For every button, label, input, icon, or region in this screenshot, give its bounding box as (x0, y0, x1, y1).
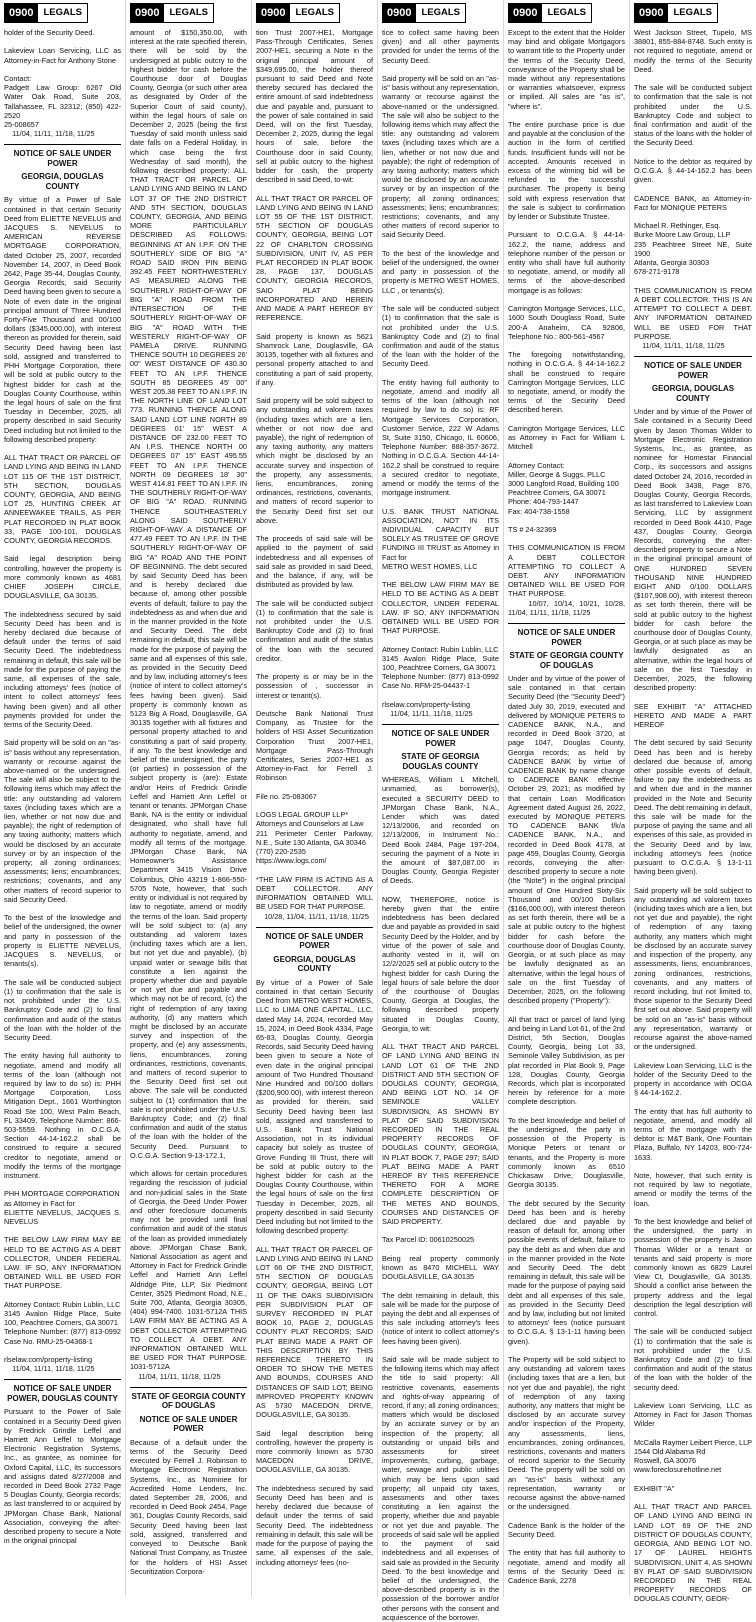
notice-title: NOTICE OF SALE UNDER POWER (256, 927, 373, 951)
notice-text: WHEREAS, William L Mitchell, unmarried, as borrower(s), executed a SECURITY DEED to JPMorgan Chase Bank, N.A., Lender which was dated 12/13/2006, and recorded on 12/13/2006, in Instrument No.: Deed Book 2484, Page 197-204, securing the payment of a Note in the amount of $87,087.00 in Douglas County, Georgia Register of Deeds. NOW, THEREFORE, notice is hereby given that the entire indebtedness has been declared due and payable as provided in said Security Deed by the Holder, and by virtue of the power of sale and authority vested in it, will on 12/2/2025 sell at public outcry to the highest bidder for cash During the legal hours of sale before the door of the courthouse of Douglas County, Georgia at Douglas, the following described property situated in Douglas County, Georgia, to wit: ALL THAT TRACT AND PARCEL OF LAND LYING AND BEING IN LAND LOT 61 OF THE 2ND DISTRICT AND 5TH SECTION OF DOUGLAS COUNTY, GEORGIA, AND BEING LOT NO. 14 OF SEMINOLE VALLEY SUBDIVISION, AS SHOWN BY PLAT OF SAID SUBDIVISION RECORDED IN THE REAL PROPERTY RECORDS OF DOUGLAS COUNTY, GEORGIA, IN PLAT BOOK 7, PAGE 297; SAID PLAT BEING MADE A PART HEREOF BY THIS REFERENCE THERETO FOR A MORE COMPLETE DESCRIPTION OF THE METES AND BOUNDS, COURSES AND DISTANCES OF SAID PROPERTY. Tax Parcel ID: 00610250025 Being real property commonly known as 8470 MICHELL WAY DOUGLASVILLE, GA 30135 The debt remaining in default, this sale will be made for the purpose of paying the debt and all expenses of this sale including attorney's fees (notice of intent to collect attorney's fees having been given). Said sale will be made subject to the following items which may affect the title to said property: All restrictive covenants, easements and rights-of-way appearing of record, if any; all zoning ordinances; matters which would be disclosed by an accurate survey or by an inspection of the property; all outstanding or unpaid bills and assessments for street improvements, curbing, garbage, water, sewage and public utilities which may be liens upon said property; all unpaid city taxes, assessments and other taxes constituting a lien against the property, whether due and payable or not yet due and payable. The proceeds of said sale will be applied to the payment of said indebtedness and all expenses of said sale as provided in the Security Deed. To the best knowledge and belief of the undersigned, the above-described property is in the possession of the borrower and/or other persons with the consent and acquiescence of the borrower. (382, 775, 499, 1622)
notice-text: amount of $150,350.00, with interest at the rate specified therein, there will be sold by the undersigned at public outcry to the highest bidder for cash before the Courthouse door of Douglas County, Georgia (or such other area as designated by Order of the Superior Court of said county), within the legal hours of sale on December 2, 2025 (being the first Tuesday of said month unless said date falls on a Federal Holiday, in which case being the first Wednesday of said month), the following described property: ALL THAT TRACT OR PARCEL OF LAND LYING AND BEING IN LAND LOT 37 OF THE 2ND DISTRICT AND 5TH SECTION, DOUGLAS COUNTY, GEORGIA, AND BEING MORE PARTICULARLY DESCRIBED AS FOLLOWS: BEGINNING AT AN I.P.F. ON THE SOUTHERLY SIDE OF BIG "A" ROAD SAID IRON PIN BEING 392.45 FEET NORTHWESTERLY AS MEASURED ALONG THE SOUTHERLY RIGHT-OF-WAY OF BIG "A" ROAD FROM THE INTERSECTION OF THE SOUTHERLY RIGHT-OF-WAY OF BIG "A" ROAD WITH THE WESTERLY RIGHT-OF-WAY OF PAMELA DRIVE. RUNNING THENCE SOUTH 10 DEGREES 26' 00" WEST DISTANCE OF 430.30 FEET TO AN I.P.F. THENCE SOUTH 85 DEGREES 45' 00" WEST 205.38 FEET TO AN I.P.F. IN THE NORTH LINE OF LAND LOT 773. RUNNING THENCE ALONG SAID LAND LOT LINE NORTH 89 DEGREES 01' 15" WEST A DISTANCE OF 232.00 FEET TO AN I.P.S. THENCE NORTH 00 DEGREES 07' 15" EAST 495.55 FEET TO AN I.P.F. THENCE NORTH 09 DEGREES 18' 30" WEST 414.81 FEET TO AN I.P.F. IN THE SOUTHERLY RIGHT-OF-WAY OF BIG "A" ROAD. RUNNING THENCE SOUTHEASTERLY ALONG SAID SOUTHERLY RIGHT-OF-WAY A DISTANCE OF 477.49 FEET TO AN I.P.F. IN THE SOUTHERLY RIGHT-OF-WAY OF BIG "A" ROAD AND THE POINT OF BEGINNING. The debt secured by said Security Deed has been and is hereby declared due because of, among other possible events of default, failure to pay the indebtedness as and when due and in the manner provided in the Note and Security Deed. The debt remaining in default, this sale will be made for the purpose of paying the same and all expenses of this sale, as provided in the Security Deed and by law, including attorney's fees (notice of intent to collect attorney's fees having been given). Said property is commonly known as 5123 Big A Road, Douglasville, GA 30135 together with all fixtures and personal property attached to and constituting a part of said property, if any. To the best knowledge and belief of the undersigned, the party (or parties) in possession of the subject property is (are): Estate and/or Heirs of Fredrick Grindle Leffel and Harriett Ann Leffel or tenant or tenants. JPMorgan Chase Bank, NA is the entity or individual designated, who shall have full authority to negotiate, amend, and modify all terms of the mortgage. JPMorgan Chase Bank, NA Homeowner's Assistance Department 3415 Vision Drive Columbus, Ohio 43219 1-866-550-5705 Note, however, that such entity or individual is not required by law to negotiate, amend or modify the terms of the loan. Said property will be sold subject to: (a) any outstanding ad valorem taxes (including taxes which are a lien, but not yet due and payable), (b) unpaid water or sewage bills that constitute a lien against the property whether due and payable or not yet due and payable and which may not be of record, (c) the right of redemption of any taxing authority, (d) any matters which might be disclosed by an accurate survey and inspection of the property, and (e) any assessments, liens, encumbrances, zoning ordinances, restrictions, covenants, and matters of record superior to the Security Deed first set out above. The sale will be conducted subject to (1) confirmation that the sale is not prohibited under the U.S. Bankruptcy Code; and (2) final confirmation and audit of the status of the loan with the holder of the Security Deed. Pursuant to O.C.G.A. Section 9-13-172.1, which allows for certain procedures regarding the rescission of judicial and non-judicial sales in the State of Georgia, the Deed Under Power and other foreclosure documents may not be provided until final confirmation and audit of the status of the loan as provided immediately above. JPMorgan Chase Bank, National Association as agent and Attorney in Fact for Fredrick Grindle Leffel and Harriett Ann Leffel Aldridge Pite, LLP, Six Piedmont Center, 3525 Piedmont Road, N.E., Suite 700, Atlanta, Georgia 30305, (404) 994-7400. 1031-5712A THIS LAW FIRM MAY BE ACTING AS A DEBT COLLECTOR ATTEMPTING TO COLLECT A DEBT. ANY INFORMATION OBTAINED WILL BE USED FOR THAT PURPOSE. 1031-5712A 11/04, 11/11, 11/18, 11/25 (130, 28, 247, 1381)
notice-title: NOTICE OF SALE UNDER POWER, DOUGLAS COUNTY (4, 1379, 121, 1403)
notice-subtitle: GEORGIA, DOUGLAS COUNTY (273, 954, 356, 974)
section-code: 0900 (634, 3, 668, 23)
column-1 (0, 0, 126, 1597)
notice-subtitle: STATE OF GEORGIA DOUGLAS COUNTY (401, 752, 480, 771)
section-header (382, 2, 499, 24)
notice-title: NOTICE OF SALE UNDER POWER (634, 356, 752, 380)
section-header (508, 2, 625, 24)
section-code: 0900 (4, 3, 38, 23)
section-code: 0900 (508, 3, 542, 23)
notice-subtitle: STATE OF GEORGIA COUNTY OF DOUGLAS (509, 651, 624, 670)
column-6 (630, 0, 756, 1604)
notice-text: Pursuant to the Power of Sale contained in a Security Deed given by Fredrick Grindle Leffel and Harriett Ann Leffel to Mortgage Electronic Registration Systems, Inc., as grantee, as nominee for Oxford Capital, LLC, its successors and assigns dated 8/27/2008 and recorded in Deed Book 2732 Page 5 Douglas County, Georgia records; as last transferred to or acquired by JPMorgan Chase Bank, National Association, conveying the after-described property to secure a Note in the original principal (4, 1407, 124, 1546)
notice-text: By virtue of a Power of Sale contained in that certain Security Deed from METRO WEST HOMES, LLC to LIMA ONE CAPITAL, LLC, dated May 14, 2024, recorded May 15, 2024, in Deed Book 4334, Page 65-83, Douglas County, Georgia Records, said Security Deed having been given to secure a Note of even date in the original principal amount of Two Hundred Thousand Nine Hundred and 00/100 dollars ($200,900.00), with interest thereon as provided for therein, said Security Deed having been last sold, assigned and transferred to U.S. Bank Trust National Association, not in its individual capacity but solely as trustee of Grove Funding III Trust, there will be sold at public outcry to the highest bidder for cash at the Douglas County Courthouse, within the legal hours of sale on the first Tuesday in December, 2025, all property described in said Security Deed including but not limited to the following described property: ALL THAT TRACT OR PARCEL OF LAND LYING AND BEING IN LAND LOT 66 OF THE 2ND DISTRICT, 5TH SECTION OF DOUGLAS COUNTY, GEORGIA, BEING LOT 11 OF THE OAKS SUBDIVISION PER SUBDIVISION PLAT OF SURVEY RECORDED IN PLAT BOOK 10, PAGE 2, DOUGLAS COUNTY PLAT RECORDS; SAID PLAT BEING MADE A PART OF THIS DESCRIPTION BY THIS REFERENCE THERETO IN ORDER TO SHOW THE METES AND BOUNDS, COURSES AND DISTANCES OF SAID LOT; BEING IMPROVED PROPERTY KNOWN AS 5730 MACEDON DRIVE, DOUGLASVILLE, GA 30135. Said legal description being controlling, however the property is more commonly known as 5730 MACEDON DRIVE, DOUGLASVILLE, GA 30135. The indebtedness secured by said Security Deed has been and is hereby declared due because of default under the terms of said Security Deed. The indebtedness remaining in default, this sale will be made for the purpose of paying the same, all expenses of the sale, including attorneys' fees (no- (256, 977, 373, 1567)
notice-subtitle: GEORGIA, DOUGLAS COUNTY (21, 172, 104, 191)
notice-text: holder of the Security Deed. Lakeview Loan Servicing, LLC as Attorney-in-Fact for Anthony Stone Contact: Padgett Law Group: 6267 Old Water Oak Road, Suite 203, Tallahassee, FL 32312; (850) 422-2520 25-008657 11/04, 11/11, 11/18, 11/25 (4, 28, 121, 139)
notice-title: NOTICE OF SALE UNDER POWER (382, 724, 499, 748)
notice-text: Because of a default under the terms of the Security Deed executed by Ferrell J. Robinson to Mortgage Electronic Registration Systems, Inc., as Nominee for Accredited Home Lenders, Inc. dated September 28, 2006, and recorded in Deed Book 2454, Page 361, Douglas County Records, said Security Deed having been last sold, assigned, transferred and conveyed to Deutsche Bank National Trust Company, as Trustee for the holders of HSI Asset Securitization Corpora- (130, 1437, 250, 1576)
notice-subtitle: NOTICE OF SALE UNDER POWER (139, 1414, 238, 1434)
column-4 (378, 0, 504, 1622)
column-3 (252, 0, 378, 1597)
column-body (382, 28, 499, 1622)
section-label: LEGALS (416, 3, 466, 23)
notice-title: NOTICE OF SALE UNDER POWER (4, 144, 121, 168)
section-header (256, 2, 373, 24)
section-label: LEGALS (668, 3, 718, 23)
column-2 (126, 0, 252, 1597)
column-body (130, 28, 250, 1576)
section-header (130, 2, 247, 24)
notice-text: Under and by virtue of the power of sale contained in that certain Security Deed (the "Security Deed") dated July 30, 2019, executed and delivered by MONIQUE PETERS to CADENCE BANK, N.A., and recorded in Deed Book 3720, at page 1047, Douglas County, Georgia records; as held by CADENCE BANK by virtue of CADENCE BANK by name change to CADENCE BANK effective October 29, 2021; as modified by that certain Loan Modification Agreement dated August 26, 2022, executed by MONIQUE PETERS TO CADENCE BANK f/k/a CADENCE BANK, N.A., and recorded in Deed Book 4178, at page 459, Douglas County, Georgia records, conveying the after-described property to secure a note (the "Note") in the original principal amount of One Hundred Sixty-Six Thousand and 00/100 Dollars ($166,000.00), with interest thereon as set forth therein, there will be a sale at public outcry to the highest bidder for cash before the courthouse door of Douglas County, Georgia, or at such place as may be lawfully designated as an alternative, within the legal hours of sale on the first Tuesday of December, 2025, on the following described property ("Property"): All that tract or parcel of land lying and being in Land Lot 61, of the 2nd District, 5th Section, Douglas County, Georgia, being Lot 33, Seminole Valley Subdivision, as per plat recorded in Plat Book 9, Page 128, Douglas County, Georgia Records, which plat is incorporated herein by reference for a more complete description. To the best knowledge and belief of the undersigned, the party in possession of the Property is Monique Peters or tenant or tenants, and the Property is more commonly known as 6510 Chickasaw Drive, Douglasville, Georgia 30135. The debt secured by the Security Deed has been and is hereby declared due and payable by reason of default for, among other possible events of default, failure to pay the debt as and when due and in the manner provided in the Note and Security Deed. The debt remaining in default, this sale will be made for the purpose of paying said debt and all expenses of this sale, as provided in the Security Deed and by law, including but not limited to attorneys' fees (notice pursuant to O.C.G.A. § 13-1-11 having been given). The Property will be sold subject to any outstanding ad valorem taxes (including taxes that are a lien, but not yet due and payable), the right of redemption of any taxing authority, any matters that might be disclosed by an accurate survey and/or inspection of the Property, any assessments, liens, encumbrances, zoning ordinances, restrictions, covenants and matters of record superior to the Security Deed. The property will be sold on an "as-is" basis without any representation, warranty or recourse against the above-named or the undersigned. Cadence Bank is the holder of the Security Deed. The entity that has full authority to negotiate, amend and modify all terms of the Security Deed is: Cadence Bank, 2278 (508, 674, 625, 1585)
section-label: LEGALS (38, 3, 88, 23)
section-code: 0900 (130, 3, 164, 23)
notice-text: tice to collect same having been given) and all other payments provided for under the terms of the Security Deed. Said property will be sold on an "as-is" basis without any representation, warranty or recourse against the above-named or the undersigned. The sale will also be subject to the following items which may affect the title: any outstanding ad valorem taxes (including taxes which are a lien, whether or not now due and payable); the right of redemption of any taxing authority; matters which would be disclosed by an accurate survey or by an inspection of the property; all zoning ordinances; assessments; liens; encumbrances; restrictions; covenants, and any other matters of record superior to said Security Deed. To the best of the knowledge and belief of the undersigned, the owner and party in possession of the property is METRO WEST HOMES, LLC , or tenants(s). The sale will be conducted subject (1) to confirmation that the sale is not prohibited under the U.S. Bankruptcy Code and (2) to final confirmation and audit of the status of the loan with the holder of the Security Deed. The entity having full authority to negotiate, amend and modify all terms of the loan (although not required by law to do so) is: RF Mortgage Services Corporation, Customer Service, 222 W Adams St, Suite 3150, Chicago, IL 60606, Telephone Number: 888-357-3672. Nothing in O.C.G.A. Section 44-14-162.2 shall be construed to require a secured creditor to negotiate, amend or modify the terms of the mortgage instrument. U.S. BANK TRUST NATIONAL ASSOCIATION, NOT IN ITS INDIVIDUAL CAPACITY BUT SOLELY AS TRUSTEE OF GROVE FUNDING III TRUST as Attorney in Fact for METRO WEST HOMES, LLC THE BELOW LAW FIRM MAY BE HELD TO BE ACTING AS A DEBT COLLECTOR, UNDER FEDERAL LAW. IF SO, ANY INFORMATION OBTAINED WILL BE USED FOR THAT PURPOSE. Attorney Contact: Rubin Lublin, LLC 3145 Avalon Ridge Place, Suite 100, Peachtree Corners, GA 30071 Telephone Number: (877) 813-0992 Case No. RFM-25-04437-1 rlselaw.com/property-listing 11/04, 11/11, 11/18, 11/25 (382, 28, 499, 719)
column-body (634, 28, 752, 1604)
column-body (256, 28, 373, 1567)
column-5 (504, 0, 630, 1597)
section-label: LEGALS (164, 3, 214, 23)
section-header (634, 2, 752, 24)
notice-text: By virtue of a Power of Sale contained in that certain Security Deed from ELIETTE NEVELUS and JACQUES S. NEVELUS to AMERICAN REVERSE MORTGAGE CORPORATION, dated October 25, 2007, recorded November 14, 2007, in Deed Book 2642, Page 35-44, Douglas County, Georgia Records, said Security Deed having been given to secure a Note of even date in the original principal amount of Three Hundred Forty-Five Thousand and 00/100 dollars ($345,000.00), with interest thereon as provided for therein, said Security Deed having been last sold, assigned and transferred to PHH Mortgage Corporation, there will be sold at public outcry to the highest bidder for cash at the Douglas County Courthouse, within the legal hours of sale on the first Tuesday in December, 2025, all property described in said Security Deed including but not limited to the following described property: ALL THAT TRACT OR PARCEL OF LAND LYING AND BEING IN LAND LOT 115 OF THE 1ST DISTRICT, 5TH SECTION, DOUGLAS COUNTY, GEORGIA, AND BEING LOT 25, HUNTING CREEK AT ANNEEWAKEE TRAILS, AS PER PLAT RECORDED IN PLAT BOOK 33, PAGE 100-101, DOUGLAS COUNTY, GEORGIA RECORDS. Said legal description being controlling, however the property is more commonly known as 4681 CHIEF JOSEPH CIRCLE, DOUGLASVILLE, GA 30135. The indebtedness secured by said Security Deed has been and is hereby declared due because of default under the terms of said Security Deed. The indebtedness remaining in default, this sale will be made for the purpose of paying the same, all expenses of the sale, including attorneys' fees (notice of intent to collect attorneys' fees having been given) and all other payments provided for under the terms of the Security Deed. Said property will be sold on an "as-is" basis without any representation, warranty or recourse against the above-named or the undersigned. The sale will also be subject to the following items which may affect the title: any outstanding ad valorem taxes (including taxes which are a lien, whether or not now due and payable); the right of redemption of any taxing authority; matters which would be disclosed by an accurate survey or by an inspection of the property; all zoning ordinances; assessments; liens; encumbrances; restrictions; covenants, and any other matters of record superior to said Security Deed. To the best of the knowledge and belief of the undersigned, the owner and party in possession of the property is ELIETTE NEVELUS, JACQUES S. NEVELUS, or tenants(s). The sale will be conducted subject (1) to confirmation that the sale is not prohibited under the U.S. Bankruptcy Code and (2) to final confirmation and audit of the status of the loan with the holder of the Security Deed. The entity having full authority to negotiate, amend and modify all terms of the loan (although not required by law to do so) is: PHH Mortgage Corporation, Loss Mitigation Dept., 1661 Worthington Road Ste 100, West Palm Beach, FL 33409, Telephone Number: 866-503-5559. Nothing in O.C.G.A. Section 44-14-162.2 shall be construed to require a secured creditor to negotiate, amend or modify the terms of the mortgage instrument. PHH MORTGAGE CORPORATION as Attorney in Fact for ELIETTE NEVELUS, JACQUES S. NEVELUS THE BELOW LAW FIRM MAY BE HELD TO BE ACTING AS A DEBT COLLECTOR, UNDER FEDERAL LAW. IF SO, ANY INFORMATION OBTAINED WILL BE USED FOR THAT PURPOSE. Attorney Contact: Rubin Lublin, LLC 3145 Avalon Ridge Place, Suite 100, Peachtree Corners, GA 30071 Telephone Number: (877) 813-0992 Case No. RMU-25-04368-1 rlselaw.com/property-listing 11/04, 11/11, 11/18, 11/25 (4, 195, 121, 1374)
notice-text: West Jackson Street, Tupelo, MS 38801, 855-884-8748. Such entity is not required to negotiate, amend or modify the terms of the Security Deed. The sale will be conducted subject to confirmation that the sale is not prohibited under the U.S. Bankruptcy Code and subject to final confirmation and audit of the status of the loans with the holder of the Security Deed. Notice to the debtor as required by O.C.G.A. § 44-14-162.2 has been given. CADENCE BANK, as Attorney-in-Fact for MONIQUE PETERS Michael R. Rethinger, Esq. Burke Moore Law Group, LLP 235 Peachtree Street NE, Suite 1900 Atlanta, Georgia 30303 678-271-9178 THIS COMMUNICATION IS FROM A DEBT COLLECTOR. THIS IS AN ATTEMPT TO COLLECT A DEBT. ANY INFORMATION OBTAINED WILL BE USED FOR THAT PURPOSE. 11/04, 11/11, 11/18, 11/25 (634, 28, 752, 350)
section-header (4, 2, 121, 24)
column-body (4, 28, 124, 1546)
notice-title: STATE OF GEORGIA COUNTY OF DOUGLAS (130, 1387, 247, 1411)
section-label: LEGALS (542, 3, 592, 23)
notice-text: Except to the extent that the Holder may bind and obligate Mortgagors to warrant title to the Property under the terms of the Security Deed, conveyance of the Property shall be made without any representations or warranties whatsoever, express or implied. All sales are "as is", "where is". The entire purchase price is due and payable at the conclusion of the auction in the form of certified funds. Insufficient funds will not be accepted. Amounts received in excess of the winning bid will be refunded to the successful purchaser. The property is being sold with express reservation that the sale is subject to confirmation by lender or Substitute Trustee. Pursuant to O.C.G.A. § 44-14-162.2, the name, address and telephone number of the person or entity who shall have full authority to negotiate, amend, or modify all terms of the above-described mortgage is as follows: Carrington Mortgage Services, LLC, 1600 South Douglass Road, Suite 200-A Anaheim, CA 92806, Telephone No.: 800-561-4567 The foregoing notwithstanding, nothing in O.C.G.A. § 44-14-162.2 shall be construed to require Carrington Mortgage Services, LLC to negotiate, amend, or modify the terms of the Security Deed described herein. Carrington Mortgage Services, LLC as Attorney in Fact for William L Mitchell Attorney Contact: Miller, George & Suggs, PLLC 3000 Langford Road, Building 100 Peachtree Corners, GA 30071 Phone: 404-793-1447 Fax: 404-738-1558 TS # 24-32369 THIS COMMUNICATION IS FROM A DEBT COLLECTOR ATTEMPTING TO COLLECT A DEBT. ANY INFORMATION OBTAINED WILL BE USED FOR THAT PURPOSE. 10/07, 10/14, 10/21, 10/28, 11/04, 11/11, 11/18, 11/25 (508, 28, 625, 617)
notice-text: Under and by virtue of the Power of Sale contained in a Security Deed given by Jason Thomas Wilder to Mortgage Electronic Registration Systems, Inc., as grantee, as nominee for Homestar Financial Corp., its successors and assigns dated October 24, 2016, recorded in Deed Book 3438, Page 876, Douglas County, Georgia Records, as last transferred to Lakeview Loan Servicing, LLC by assignment recorded in Deed Book 4410, Page 437, Douglas County, Georgia Records, conveying the after-described property to secure a Note in the original principal amount of ONE HUNDRED SEVEN THOUSAND NINE HUNDRED EIGHT AND 0/100 DOLLARS ($107,908.00), with interest thereon as set forth therein, there will be sold at public outcry to the highest bidder for cash before the courthouse door of Douglas County, Georgia, or at such place as may be lawfully designated as an alternative, within the legal hours of sale on the first Tuesday in December, 2025, the following described property: SEE EXHIBIT "A" ATTACHED HERETO AND MADE A PART HEREOF The debt secured by said Security Deed has been and is hereby declared due because of, among other possible events of default, failure to pay the indebtedness as and when due and in the manner provided in the Note and Security Deed. The debt remaining in default, this sale will be made for the purpose of paying the same and all expenses of this sale, as provided in the Security Deed and by law, including attorney's fees (notice pursuant to O.C.G.A. § 13-1-11 having been given). Said property will be sold subject to any outstanding ad valorem taxes (including taxes which are a lien, but not yet due and payable), the right of redemption of any taxing authority, any matters which might be disclosed by an accurate survey and inspection of the property, any assessments, liens, encumbrances, zoning ordinances, restrictions, covenants, and any matters of record including, but not limited to, those superior to the Security Deed first set out above. Said property will be sold on an "as-is" basis without any representation, warranty or recourse against the above-named or the undersigned. Lakeview Loan Servicing, LLC is the holder of the Security Deed to the property in accordance with OCGA § 44-14-162.2. The entity that has full authority to negotiate, amend, and modify all terms of the mortgage with the debtor is: M&T Bank, One Fountain Plaza, Buffalo, NY 14203, 800-724-1633. Note, however, that such entity is not required by law to negotiate, amend or modify the terms of the loan. To the best knowledge and belief of the undersigned, the party in possession of the property is Jason Thomas Wilder or a tenant or tenants and said property is more commonly known as 6829 Laurel View Ct, Douglasville, GA 30135. Should a conflict arise between the property address and the legal description the legal description will control. The sale will be conducted subject (1) to confirmation that the sale is not prohibited under the U.S. Bankruptcy Code and (2) to final confirmation and audit of the status of the loan with the holder of the security deed. Lakeview Loan Servicing, LLC as Attorney in Fact for Jason Thomas Wilder McCalla Raymer Leibert Pierce, LLP 1544 Old Alabama Rd Roswell, GA 30076 www.foreclosurehotline.net EXHIBIT "A" ALL THAT TRACT AND PARCEL OF LAND LYING AND BEING IN LAND LOT 69 OF THE 2ND DISTRICT OF DOUGLAS COUNTY, GEORGIA, AND BEING LOT NO. 17 OF LAUREL HEIGHTS SUBDIVISION, UNIT 4, AS SHOWN BY PLAT OF SAID SUBDIVISION RECORDED IN THE REAL PROPERTY RECORDS OF DOUGLAS COUNTY, GEOR- (634, 407, 753, 1604)
section-code: 0900 (256, 3, 290, 23)
notice-title: NOTICE OF SALE UNDER POWER (508, 623, 625, 647)
section-code: 0900 (382, 3, 416, 23)
notice-subtitle: GEORGIA, DOUGLAS COUNTY (651, 384, 735, 403)
column-body (508, 28, 625, 1585)
notice-text: tion Trust 2007-HE1, Mortgage Pass-Through Certificates, Series 2007-HE1, securing a Note in the original principal amount of $349,695.00, the holder thereof pursuant to said Deed and Note thereby secured has declared the entire amount of said indebtedness due and payable and, pursuant to the power of sale contained in said Deed, will on the first Tuesday, December 2, 2025, during the legal hours of sale, before the Courthouse door in said County, sell at public outcry to the highest bidder for cash, the property described in said Deed, to-wit: ALL THAT TRACT OR PARCEL OF LAND LYING AND BEING IN LAND LOT 55 OF THE 1ST DISTRICT, 5TH SECTION OF DOUGLAS COUNTY, GEORGIA, BEING LOT 22 OF CHARLTON CROSSING SUBDIVISION, UNIT IV, AS PER PLAT RECORDED IN PLAT BOOK 28, PAGE 137, DOUGLAS COUNTY, GEORGIA RECORDS, SAID PLAT BEING INCORPORATED AND HEREIN AND MADE A PART HEREOF BY REFERENCE. Said property is known as 5621 Shamrock Lane, Douglasville, GA 30135, together with all fixtures and personal property attached to and constituting a part of said property, if any. Said property will be sold subject to any outstanding ad valorem taxes (including taxes which are a lien, whether or not now due and payable), the right of redemption of any taxing authority, any matters which might be disclosed by an accurate survey and inspection of the property, any assessments, liens, encumbrances, zoning ordinances, restrictions, covenants, and matters of record superior to the Security Deed first set out above. The proceeds of said sale will be applied to the payment of said indebtedness and all expenses of said sale as provided in said Deed, and the balance, if any, will be distributed as provided by law. The sale will be conducted subject (1) to confirmation that the sale is not prohibited under the U.S. Bankruptcy Code and (2) to final confirmation and audit of the status of the loan with the secured creditor. The property is or may be in the possession of , successor in interest or tenant(s). Deutsche Bank National Trust Company, as Trustee for the holders of HSI Asset Securitization Corporation Trust 2007-HE1, Mortgage Pass-Through Certificates, Series 2007-HE1 as Attorney-in-Fact for Ferrell J. Robinson File no. 25-083067 LOGS LEGAL GROUP LLP* Attorneys and Counselors at Law 211 Perimeter Center Parkway, N.E., Suite 130 Atlanta, GA 30346 (770) 220-2535 https://www.logs.com/ *THE LAW FIRM IS ACTING AS A DEBT COLLECTOR. ANY INFORMATION OBTAINED WILL BE USED FOR THAT PURPOSE. 10/28, 11/04, 11/11, 11/18, 11/25 (256, 28, 373, 921)
section-label: LEGALS (290, 3, 340, 23)
